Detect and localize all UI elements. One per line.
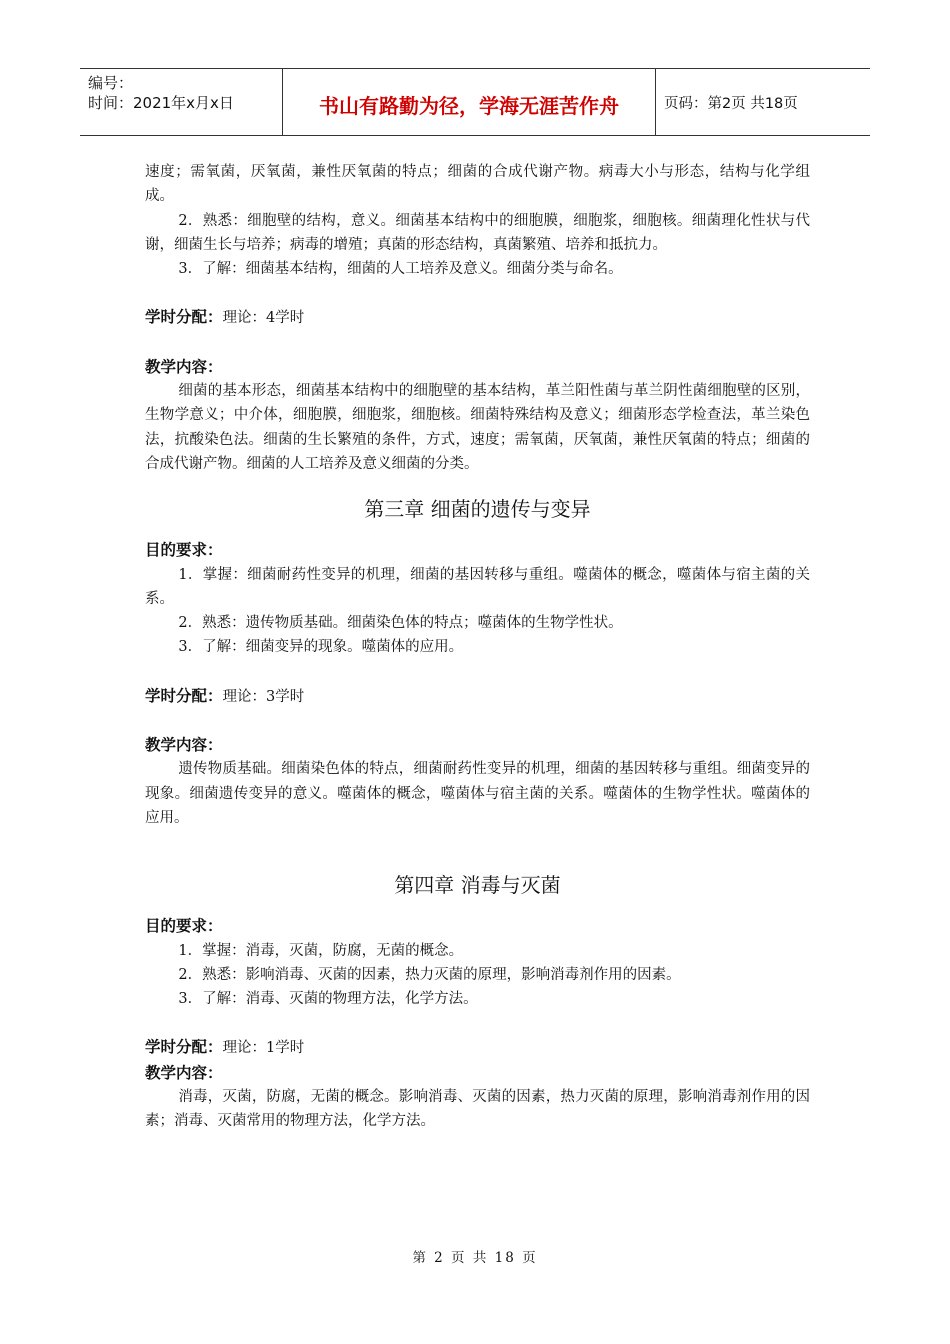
goal-line-master: 1．掌握：消毒，灭菌，防腐，无菌的概念。 (178, 942, 464, 959)
hours-row (145, 684, 810, 709)
goal-line-understand: 3．了解：细菌变异的现象。噬菌体的应用。 (178, 639, 464, 656)
header-page-info: 页码：第2页 共18页 (664, 95, 798, 112)
document-date: 时间：2021年x月x日 (88, 94, 234, 112)
document-number-label: 编号： (88, 74, 134, 92)
page-header (80, 68, 870, 136)
goal-label: 目的要求： (145, 541, 223, 560)
content-label: 教学内容： (145, 1063, 223, 1082)
goal-line-familiar: 2．熟悉：细胞壁的结构，意义。细菌基本结构中的细胞膜，细胞浆，细胞核。细菌理化性状与代谢，细菌生长与培养；病毒的增殖；真菌的形态结构，真菌繁殖、培养和抵抗力。 (145, 212, 810, 253)
content-text: 遗传物质基础。细菌染色体的特点，细菌耐药性变异的机理，细菌的基因转移与重组。细菌变异的现象。细菌遗传变异的意义。噬菌体的概念，噬菌体与宿主菌的关系。噬菌体的生物学性状。噬菌体的应用。 (145, 761, 810, 826)
goal-label: 目的要求： (145, 917, 223, 936)
content-text: 消毒，灭菌，防腐，无菌的概念。影响消毒、灭菌的因素，热力灭菌的原理，影响消毒剂作用的因素；消毒、灭菌常用的物理方法，化学方法。 (145, 1089, 810, 1130)
hours-row (145, 1035, 810, 1060)
goal-line-familiar: 2．熟悉：影响消毒、灭菌的因素，热力灭菌的原理，影响消毒剂作用的因素。 (178, 966, 681, 983)
goal-line-understand: 3．了解：细菌基本结构，细菌的人工培养及意义。细菌分类与命名。 (178, 261, 623, 278)
page-footer: 第 2 页 共 18 页 (412, 1250, 538, 1266)
chapter-title: 第三章 细菌的遗传与变异 (364, 497, 591, 522)
content-label: 教学内容： (145, 357, 223, 376)
goal-line-understand: 3．了解：消毒、灭菌的物理方法，化学方法。 (178, 991, 478, 1008)
document-body (145, 160, 810, 1134)
content-label: 教学内容： (145, 736, 223, 755)
hours-label: 学时分配： (145, 1038, 223, 1057)
goal-line-continued: 速度；需氧菌，厌氧菌，兼性厌氧菌的特点；细菌的合成代谢产物。病毒大小与形态，结构与化学组成。 (145, 164, 810, 205)
goal-line-familiar: 2．熟悉：遗传物质基础。细菌染色体的特点；噬菌体的生物学性状。 (178, 615, 623, 632)
hours-value: 理论：1学时 (222, 1040, 305, 1057)
header-motto: 书山有路勤为径，学海无涯苦作舟 (283, 69, 656, 135)
chapter-title: 第四章 消毒与灭菌 (394, 873, 561, 898)
header-meta (80, 69, 283, 135)
hours-row (145, 305, 810, 330)
content-text: 细菌的基本形态，细菌基本结构中的细胞壁的基本结构，革兰阳性菌与革兰阴性菌细胞壁的区别，生物学意义；中介体，细胞膜，细胞浆，细胞核。细菌特殊结构及意义；细菌形态学检查法，革兰染色法，抗酸染色法。细菌的生长繁殖的条件，方式，速度；需氧菌，厌氧菌，兼性厌氧菌的特点；细菌的合成代谢产物。细菌的人工培养及意义细菌的分类。 (145, 383, 810, 472)
hours-value: 理论：4学时 (222, 310, 305, 327)
hours-label: 学时分配： (145, 686, 223, 705)
hours-label: 学时分配： (145, 308, 223, 327)
goal-line-master: 1．掌握：细菌耐药性变异的机理，细菌的基因转移与重组。噬菌体的概念，噬菌体与宿主菌的关系。 (145, 566, 810, 607)
hours-value: 理论：3学时 (222, 688, 305, 705)
